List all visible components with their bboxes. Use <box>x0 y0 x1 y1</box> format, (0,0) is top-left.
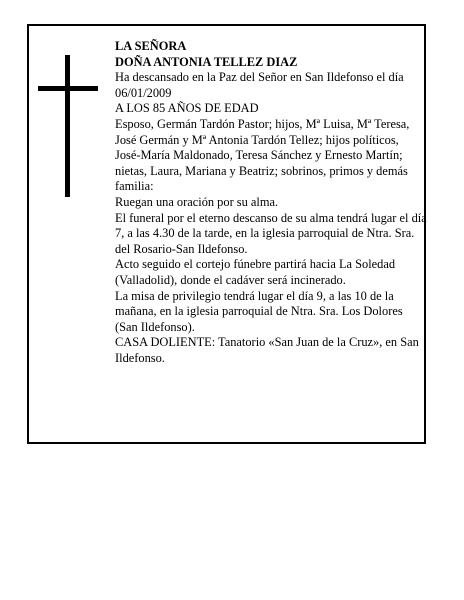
cross-horizontal-bar <box>38 86 98 91</box>
notice-heading: LA SEÑORA <box>115 39 187 53</box>
deceased-name: DOÑA ANTONIA TELLEZ DIAZ <box>115 54 298 69</box>
mourning-house: CASA DOLIENTE: Tanatorio «San Juan de la Cruz», en San Ildefonso. <box>115 335 419 365</box>
cross-vertical-bar <box>65 55 70 197</box>
family-list: Esposo, Germán Tardón Pastor; hijos, Mª Luisa, Mª Teresa, José Germán y Mª Antonia Tardón Tellez; hijos políticos, José-María Maldonado, Teresa Sánchez y Ernesto Martín; nietas, Laura, Mariana y Beatriz; sobrinos, primos y demás familia: <box>115 116 410 194</box>
cross-icon <box>38 55 98 197</box>
cortege-info: Acto seguido el cortejo fúnebre partirá hacia La Soledad (Valladolid), donde el cadáver será incinerado. <box>115 257 396 287</box>
obituary-text <box>115 39 427 366</box>
death-statement: Ha descansado en la Paz del Señor en San Ildefonso el día 06/01/2009 <box>115 70 404 100</box>
mass-info: La misa de privilegio tendrá lugar el día 9, a las 10 de la mañana, en la iglesia parroquial de Ntra. Sra. Los Dolores (San Ildefonso). <box>115 288 403 334</box>
age-line: A LOS 85 AÑOS DE EDAD <box>115 101 259 116</box>
prayer-request: Ruegan una oración por su alma. <box>115 194 279 209</box>
funeral-info: El funeral por el eterno descanso de su alma tendrá lugar el día 7, a las 4.30 de la tarde, en la iglesia parroquial de Ntra. Sra. del Rosario-San Ildefonso. <box>115 210 427 256</box>
